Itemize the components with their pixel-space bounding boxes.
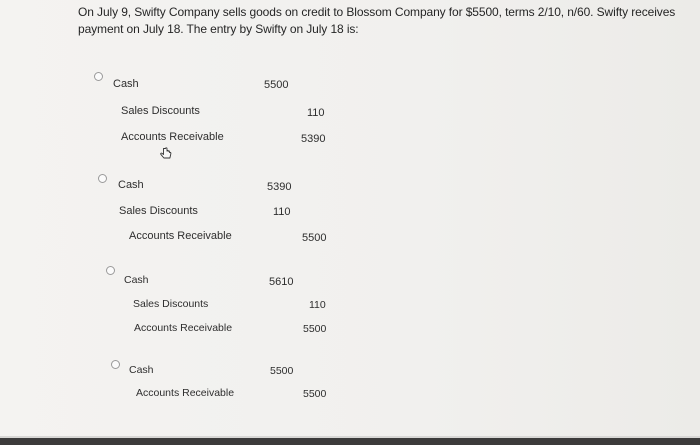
account-name: Accounts Receivable: [129, 230, 232, 242]
radio-button[interactable]: [98, 174, 107, 183]
question-text: On July 9, Swifty Company sells goods on credit to Blossom Company for $5500, terms 2/10, n/60. Swifty receives payment on July 18. The entry by Swifty on July 18 is:: [78, 5, 676, 36]
radio-button[interactable]: [94, 72, 103, 81]
account-name: Sales Discounts: [133, 298, 209, 310]
debit-amount: 110: [273, 206, 291, 218]
debit-amount: 5500: [270, 365, 294, 377]
hand-cursor-icon: [159, 147, 173, 161]
credit-amount: 5500: [303, 323, 327, 335]
account-name: Cash: [129, 364, 154, 376]
radio-button[interactable]: [111, 360, 120, 369]
credit-amount: 5500: [302, 232, 327, 244]
credit-amount: 110: [307, 107, 325, 119]
account-name: Cash: [118, 179, 144, 191]
account-name: Cash: [124, 274, 149, 286]
account-name: Sales Discounts: [121, 105, 200, 117]
account-name: Accounts Receivable: [121, 131, 224, 143]
credit-amount: 5500: [303, 388, 327, 400]
account-name: Accounts Receivable: [136, 387, 235, 399]
account-name: Accounts Receivable: [134, 322, 233, 334]
account-name: Cash: [113, 78, 139, 90]
screen-bottom-edge: [0, 438, 700, 445]
credit-amount: 5390: [301, 133, 326, 145]
account-name: Sales Discounts: [119, 205, 198, 217]
debit-amount: 5610: [269, 276, 294, 288]
debit-amount: 5390: [267, 181, 292, 193]
credit-amount: 110: [309, 299, 326, 311]
radio-button[interactable]: [106, 266, 115, 275]
debit-amount: 5500: [264, 79, 289, 91]
